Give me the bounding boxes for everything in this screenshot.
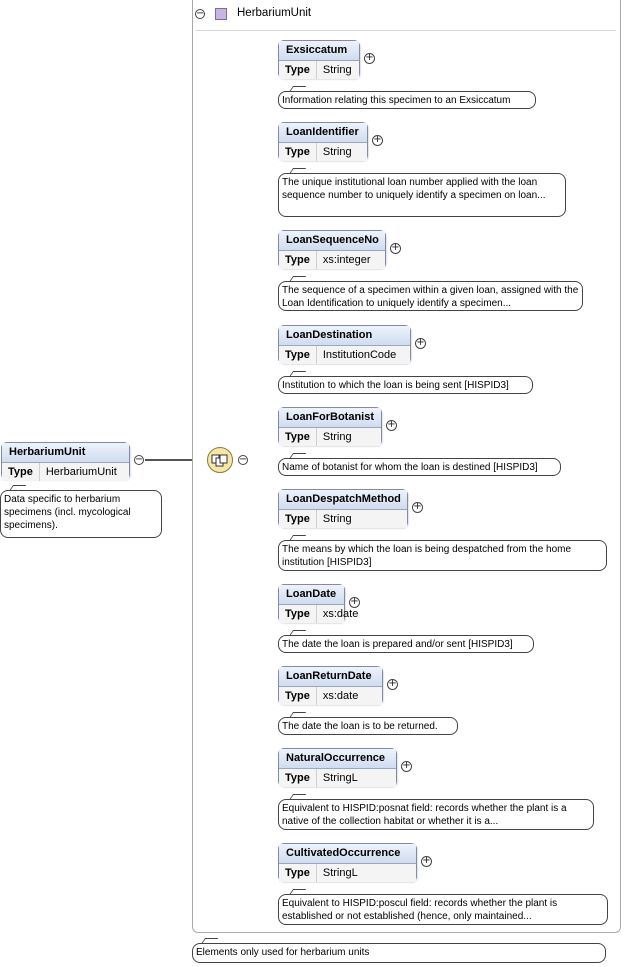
element-type-value: InstitutionCode [322,349,397,361]
element-documentation: The date the loan is prepared and/or sent [HISPID3] [278,635,534,653]
element-box-6[interactable] [278,584,359,623]
root-element-box[interactable] [1,442,130,480]
element-type-label: Type [279,769,317,787]
element-name: LoanDestination [279,326,410,346]
group-icon [215,8,227,20]
element-expand-button[interactable]: + [387,419,396,430]
element-box-5[interactable] [278,489,408,528]
element-type-value: String [322,64,352,76]
element-expand-button[interactable]: + [422,855,431,866]
sequence-collapse-button[interactable]: − [239,454,248,465]
element-type-label: Type [279,605,317,623]
element-expand-button[interactable]: + [365,52,374,63]
group-documentation: Elements only used for herbarium units [192,943,606,963]
element-documentation: Equivalent to HISPID:poscul field: records whether the plant is established or not established (hence, only maintained... [278,894,608,925]
element-type-label: Type [279,143,317,161]
element-name: NaturalOccurrence [279,749,396,769]
group-title: HerbariumUnit [237,7,312,19]
root-type-label: Type [2,463,40,481]
element-type-value: String [322,513,352,525]
element-documentation: Equivalent to HISPID:posnat field: records whether the plant is a native of the collection habitat or whether it is a... [278,799,594,830]
element-name: LoanSequenceNo [279,231,385,251]
element-documentation: Information relating this specimen to an Exsiccatum [278,91,536,109]
element-type-label: Type [279,251,317,269]
element-expand-button[interactable]: + [413,501,422,512]
element-expand-button[interactable]: + [350,596,359,607]
element-documentation: The means by which the loan is being despatched from the home institution [HISPID3] [278,540,607,571]
group-header-divider [196,30,616,31]
element-name: LoanDate [279,585,344,605]
element-type-value: xs:integer [322,254,371,266]
element-documentation: The sequence of a specimen within a given loan, assigned with the Loan Identification to uniquely identify a specimen... [278,281,583,311]
element-expand-button[interactable]: + [402,760,411,771]
element-type-value: String [322,146,352,158]
element-expand-button[interactable]: + [373,134,382,145]
element-type-label: Type [279,510,317,528]
element-expand-button[interactable]: + [388,678,397,689]
element-type-value: xs:date [322,690,359,702]
element-type-label: Type [279,428,317,446]
element-box-7[interactable] [278,666,383,705]
element-box-4[interactable] [278,407,382,446]
element-box-9[interactable] [278,843,417,882]
group-collapse-button[interactable]: − [196,8,205,19]
element-expand-button[interactable]: + [416,337,425,348]
element-expand-button[interactable]: + [391,242,400,253]
sequence-compositor-icon[interactable] [206,446,234,474]
element-name: LoanIdentifier [279,123,367,143]
element-name: Exsiccatum [279,41,359,61]
element-type-label: Type [279,61,317,79]
element-type-value: StringL [322,772,358,784]
root-collapse-button[interactable]: − [135,454,144,465]
element-name: LoanForBotanist [279,408,381,428]
element-box-2[interactable] [278,230,386,269]
element-box-0[interactable] [278,40,360,79]
root-type-value: HerbariumUnit [45,466,117,478]
element-type-label: Type [279,346,317,364]
element-type-value: xs:date [322,608,359,620]
element-box-1[interactable] [278,122,368,161]
element-box-8[interactable] [278,748,397,787]
element-name: CultivatedOccurrence [279,844,416,864]
element-box-3[interactable] [278,325,411,364]
element-name: LoanDespatchMethod [279,490,407,510]
element-type-label: Type [279,864,317,882]
element-documentation: The unique institutional loan number applied with the loan sequence number to uniquely identify a specimen on loan... [278,173,566,217]
sequence-icon [206,446,234,474]
root-documentation: Data specific to herbarium specimens (incl. mycological specimens). [0,490,162,538]
element-type-label: Type [279,687,317,705]
root-element-name: HerbariumUnit [2,443,129,463]
element-documentation: Institution to which the loan is being sent [HISPID3] [278,376,533,394]
element-type-value: String [322,431,352,443]
element-documentation: The date the loan is to be returned. [278,717,458,735]
element-name: LoanReturnDate [279,667,382,687]
element-documentation: Name of botanist for whom the loan is destined [HISPID3] [278,458,561,476]
element-type-value: StringL [322,867,358,879]
